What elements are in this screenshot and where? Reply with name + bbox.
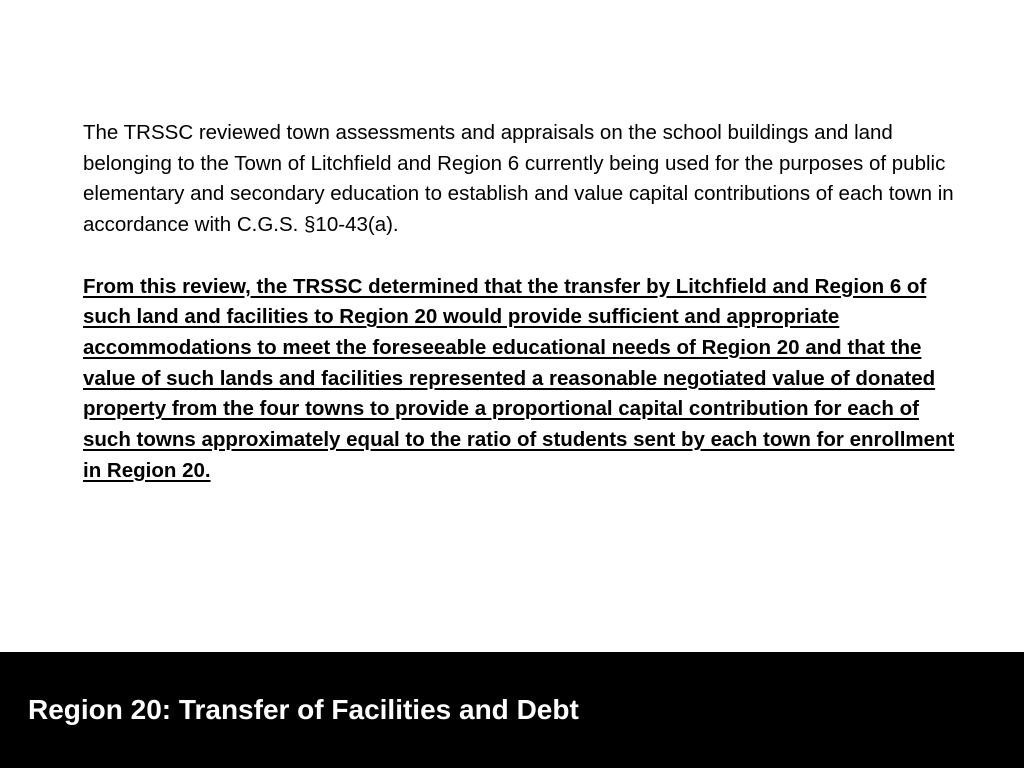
finding-paragraph: From this review, the TRSSC determined that the transfer by Litchfield and Region 6 of such land and facilities to Region 20 would provide sufficient and appropriate accommodations to meet the foreseeable educational needs of Region 20 and that the value of such lands and facilities represented a reasonable negotiated value of donated property from the four towns to provide a proportional capital contribution for each of such towns approximately equal to the ratio of students sent by each town for enrollment in Region 20.	[83, 274, 955, 482]
slide-body	[83, 118, 968, 486]
intro-paragraph: The TRSSC reviewed town assessments and appraisals on the school buildings and land belonging to the Town of Litchfield and Region 6 currently being used for the purposes of public elementary and secondary education to establish and value capital contributions of each town in accordance with C.G.S. §10-43(a).	[83, 121, 954, 237]
slide-title: Region 20: Transfer of Facilities and Debt	[28, 694, 579, 725]
footer-bar	[0, 652, 1024, 768]
